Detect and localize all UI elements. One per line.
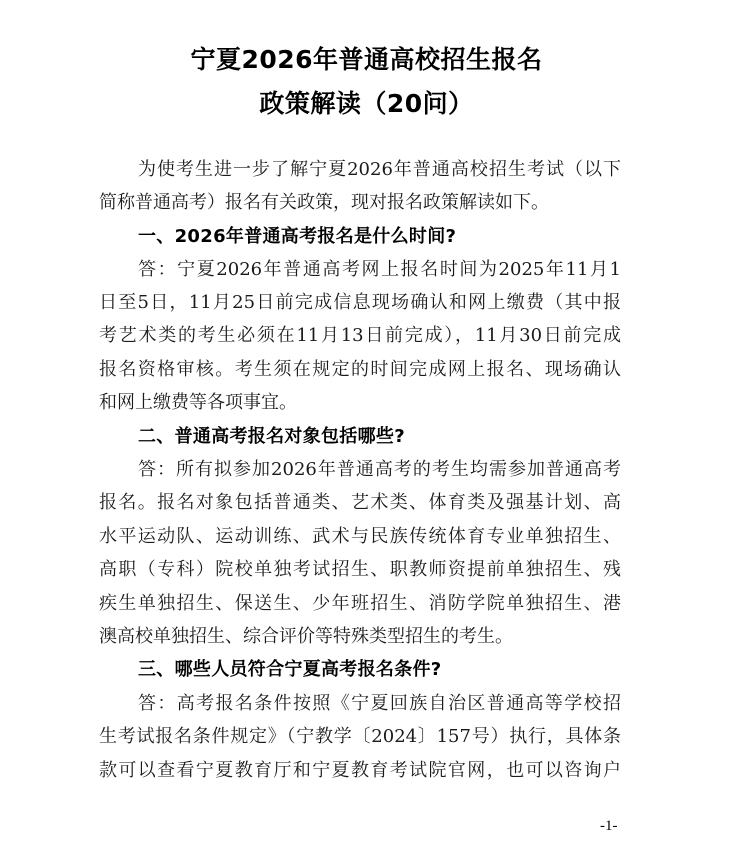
answer-line: 疾生单独招生、保送生、少年班招生、消防学院单独招生、港 — [99, 593, 621, 614]
answer-line: 生考试报名条件规定》（宁教学〔2024〕157号）执行，具体条 — [99, 726, 621, 747]
answer-line: 答：高考报名条件按照《宁夏回族自治区普通高等学校招 — [138, 693, 621, 714]
section-heading: 二、普通高考报名对象包括哪些? — [138, 426, 405, 447]
answer-line: 款可以查看宁夏教育厅和宁夏教育考试院官网，也可以咨询户 — [99, 760, 621, 781]
intro-line-2: 简称普通高考）报名有关政策，现对报名政策解读如下。 — [99, 192, 549, 213]
answer-line: 水平运动队、运动训练、武术与民族传统体育专业单独招生、 — [99, 526, 621, 547]
section-heading: 一、2026年普通高考报名是什么时间? — [138, 226, 457, 247]
answer-line: 高职（专科）院校单独考试招生、职教师资提前单独招生、残 — [99, 559, 621, 580]
answer-line: 答：宁夏2026年普通高考网上报名时间为2025年11月1 — [138, 259, 621, 280]
document-title-line-1: 宁夏2026年普通高校招生报名 — [190, 45, 543, 74]
answer-line: 澳高校单独招生、综合评价等特殊类型招生的考生。 — [99, 626, 513, 647]
answer-line: 考艺术类的考生必须在11月13日前完成），11月30日前完成 — [99, 325, 621, 346]
answer-line: 答：所有拟参加2026年普通高考的考生均需参加普通高考 — [138, 459, 621, 480]
document-title-line-2: 政策解读（20问） — [259, 89, 474, 118]
intro-line-1: 为使考生进一步了解宁夏2026年普通高校招生考试（以下 — [138, 159, 621, 180]
answer-line: 报名。报名对象包括普通类、艺术类、体育类及强基计划、高 — [99, 492, 621, 513]
answer-line: 日至5日，11月25日前完成信息现场确认和网上缴费（其中报 — [99, 292, 621, 313]
answer-line: 报名资格审核。考生须在规定的时间完成网上报名、现场确认 — [99, 359, 621, 380]
page-number: -1- — [600, 818, 618, 834]
answer-line: 和网上缴费等各项事宜。 — [99, 392, 297, 413]
section-heading: 三、哪些人员符合宁夏高考报名条件? — [138, 659, 442, 680]
